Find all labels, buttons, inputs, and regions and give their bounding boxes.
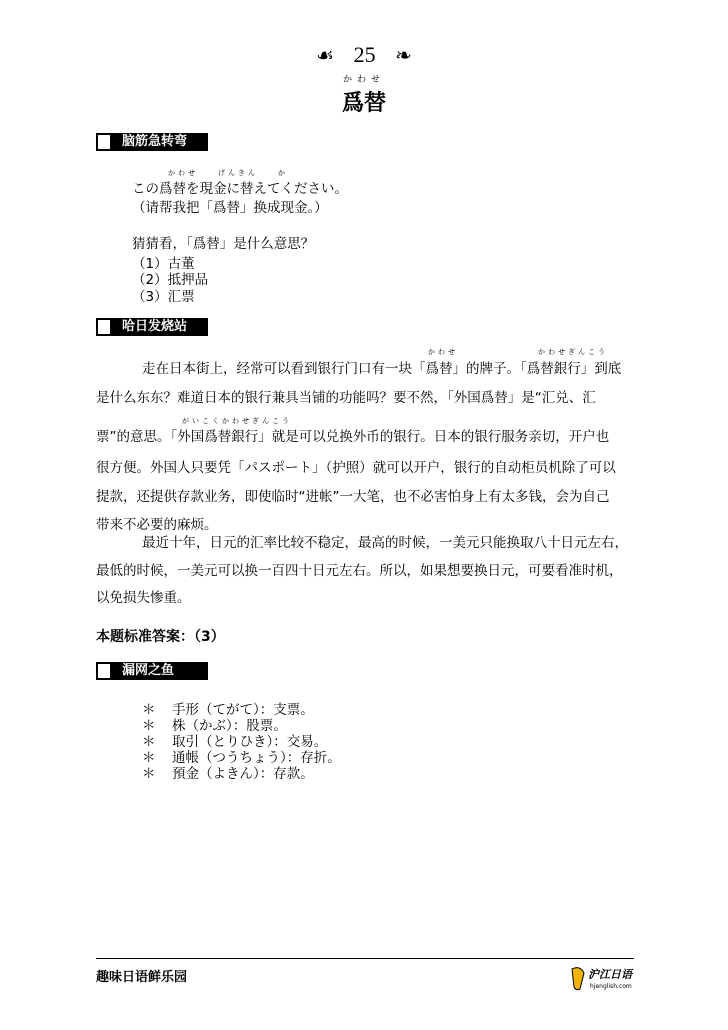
story-ruby: かわせぎんこう [538, 348, 608, 356]
chapter-number-text: 25 [353, 42, 376, 67]
quiz-option: （3）汇票 [132, 289, 195, 305]
vocab-item: ＊ 手形（てがて）：支票。 [142, 702, 314, 718]
vocab-item: ＊ 預金（よきん）：存款。 [142, 766, 314, 782]
title-ruby: かわせ [342, 75, 385, 85]
vocab-item: ＊ 取引（とりひき）：交易。 [142, 734, 328, 750]
bullet-star-icon: ＊ [142, 734, 156, 750]
bullet-star-icon: ＊ [142, 702, 156, 718]
right-ornament-icon: ❧ [395, 45, 412, 67]
logo-text: 沪江日语 [588, 968, 632, 981]
story-line: 走在日本街上，经常可以看到银行门口有一块「爲替」的牌子。「爲替銀行」到底 [142, 361, 622, 377]
section-box-icon [96, 133, 112, 151]
quiz-option: （2）抵押品 [132, 272, 209, 288]
logo-subtext: hjenglish.com [590, 983, 632, 990]
story-line: 提款，还提供存款业务，即使临时“进帐”一大笔，也不必害怕身上有太多钱，会为自己 [96, 489, 610, 505]
footer-title: 趣味日语鲜乐园 [96, 970, 188, 985]
chapter-number [0, 42, 728, 68]
quiz-prompt: 猜猜看，「爲替」是什么意思？ [132, 236, 315, 252]
section-title-vocab: 漏网之鱼 [112, 662, 208, 680]
bullet-star-icon: ＊ [142, 750, 156, 766]
story-line: 带来不必要的麻烦。 [96, 517, 218, 533]
quiz-ruby: かわせ げんきん か [168, 169, 288, 177]
story-line: 是什么东东？难道日本的银行兼具当铺的功能吗？要不然，「外国爲替」是“汇兑、汇 [96, 390, 596, 406]
answer-line: 本题标准答案：（3） [96, 629, 225, 645]
story-line: 很方便。外国人只要凭「パスポート」（护照）就可以开户，银行的自动柜员机除了可以 [96, 460, 616, 476]
vocab-item: ＊ 通帳（つうちょう）：存折。 [142, 750, 341, 766]
footer-divider [96, 958, 634, 959]
story-ruby: がいこくかわせぎんこう [182, 417, 292, 425]
page-title: 爲替 [341, 91, 386, 116]
section-title-quiz: 脑筋急转弯 [112, 133, 208, 151]
story-ruby: かわせ [428, 348, 458, 356]
story-line: 以免损失惨重。 [96, 590, 191, 606]
bullet-star-icon: ＊ [142, 766, 156, 782]
section-box-icon [96, 662, 112, 680]
story-line: 最低的时候，一美元可以换一百四十日元左右。所以，如果想要换日元，可要看准时机， [96, 563, 623, 579]
bullet-star-icon: ＊ [142, 718, 156, 734]
left-ornament-icon: ☙ [316, 45, 335, 67]
vocab-item: ＊ 株（かぶ）：股票。 [142, 718, 287, 734]
hujiang-logo [570, 963, 636, 993]
story-line: 最近十年，日元的汇率比较不稳定，最高的时候，一美元只能换取八十日元左右， [142, 535, 628, 551]
section-box-icon [96, 318, 112, 336]
quiz-question-ja: この爲替を現金に替えてください。 [132, 181, 348, 197]
quiz-option: （1）古董 [132, 256, 195, 272]
section-title-story: 哈日发烧站 [112, 318, 208, 336]
story-line: 票”的意思。「外国爲替銀行」就是可以兑换外币的银行。日本的银行服务亲切，开户也 [96, 429, 610, 445]
quiz-question-zh: （请帮我把「爲替」换成现金。） [132, 200, 328, 216]
